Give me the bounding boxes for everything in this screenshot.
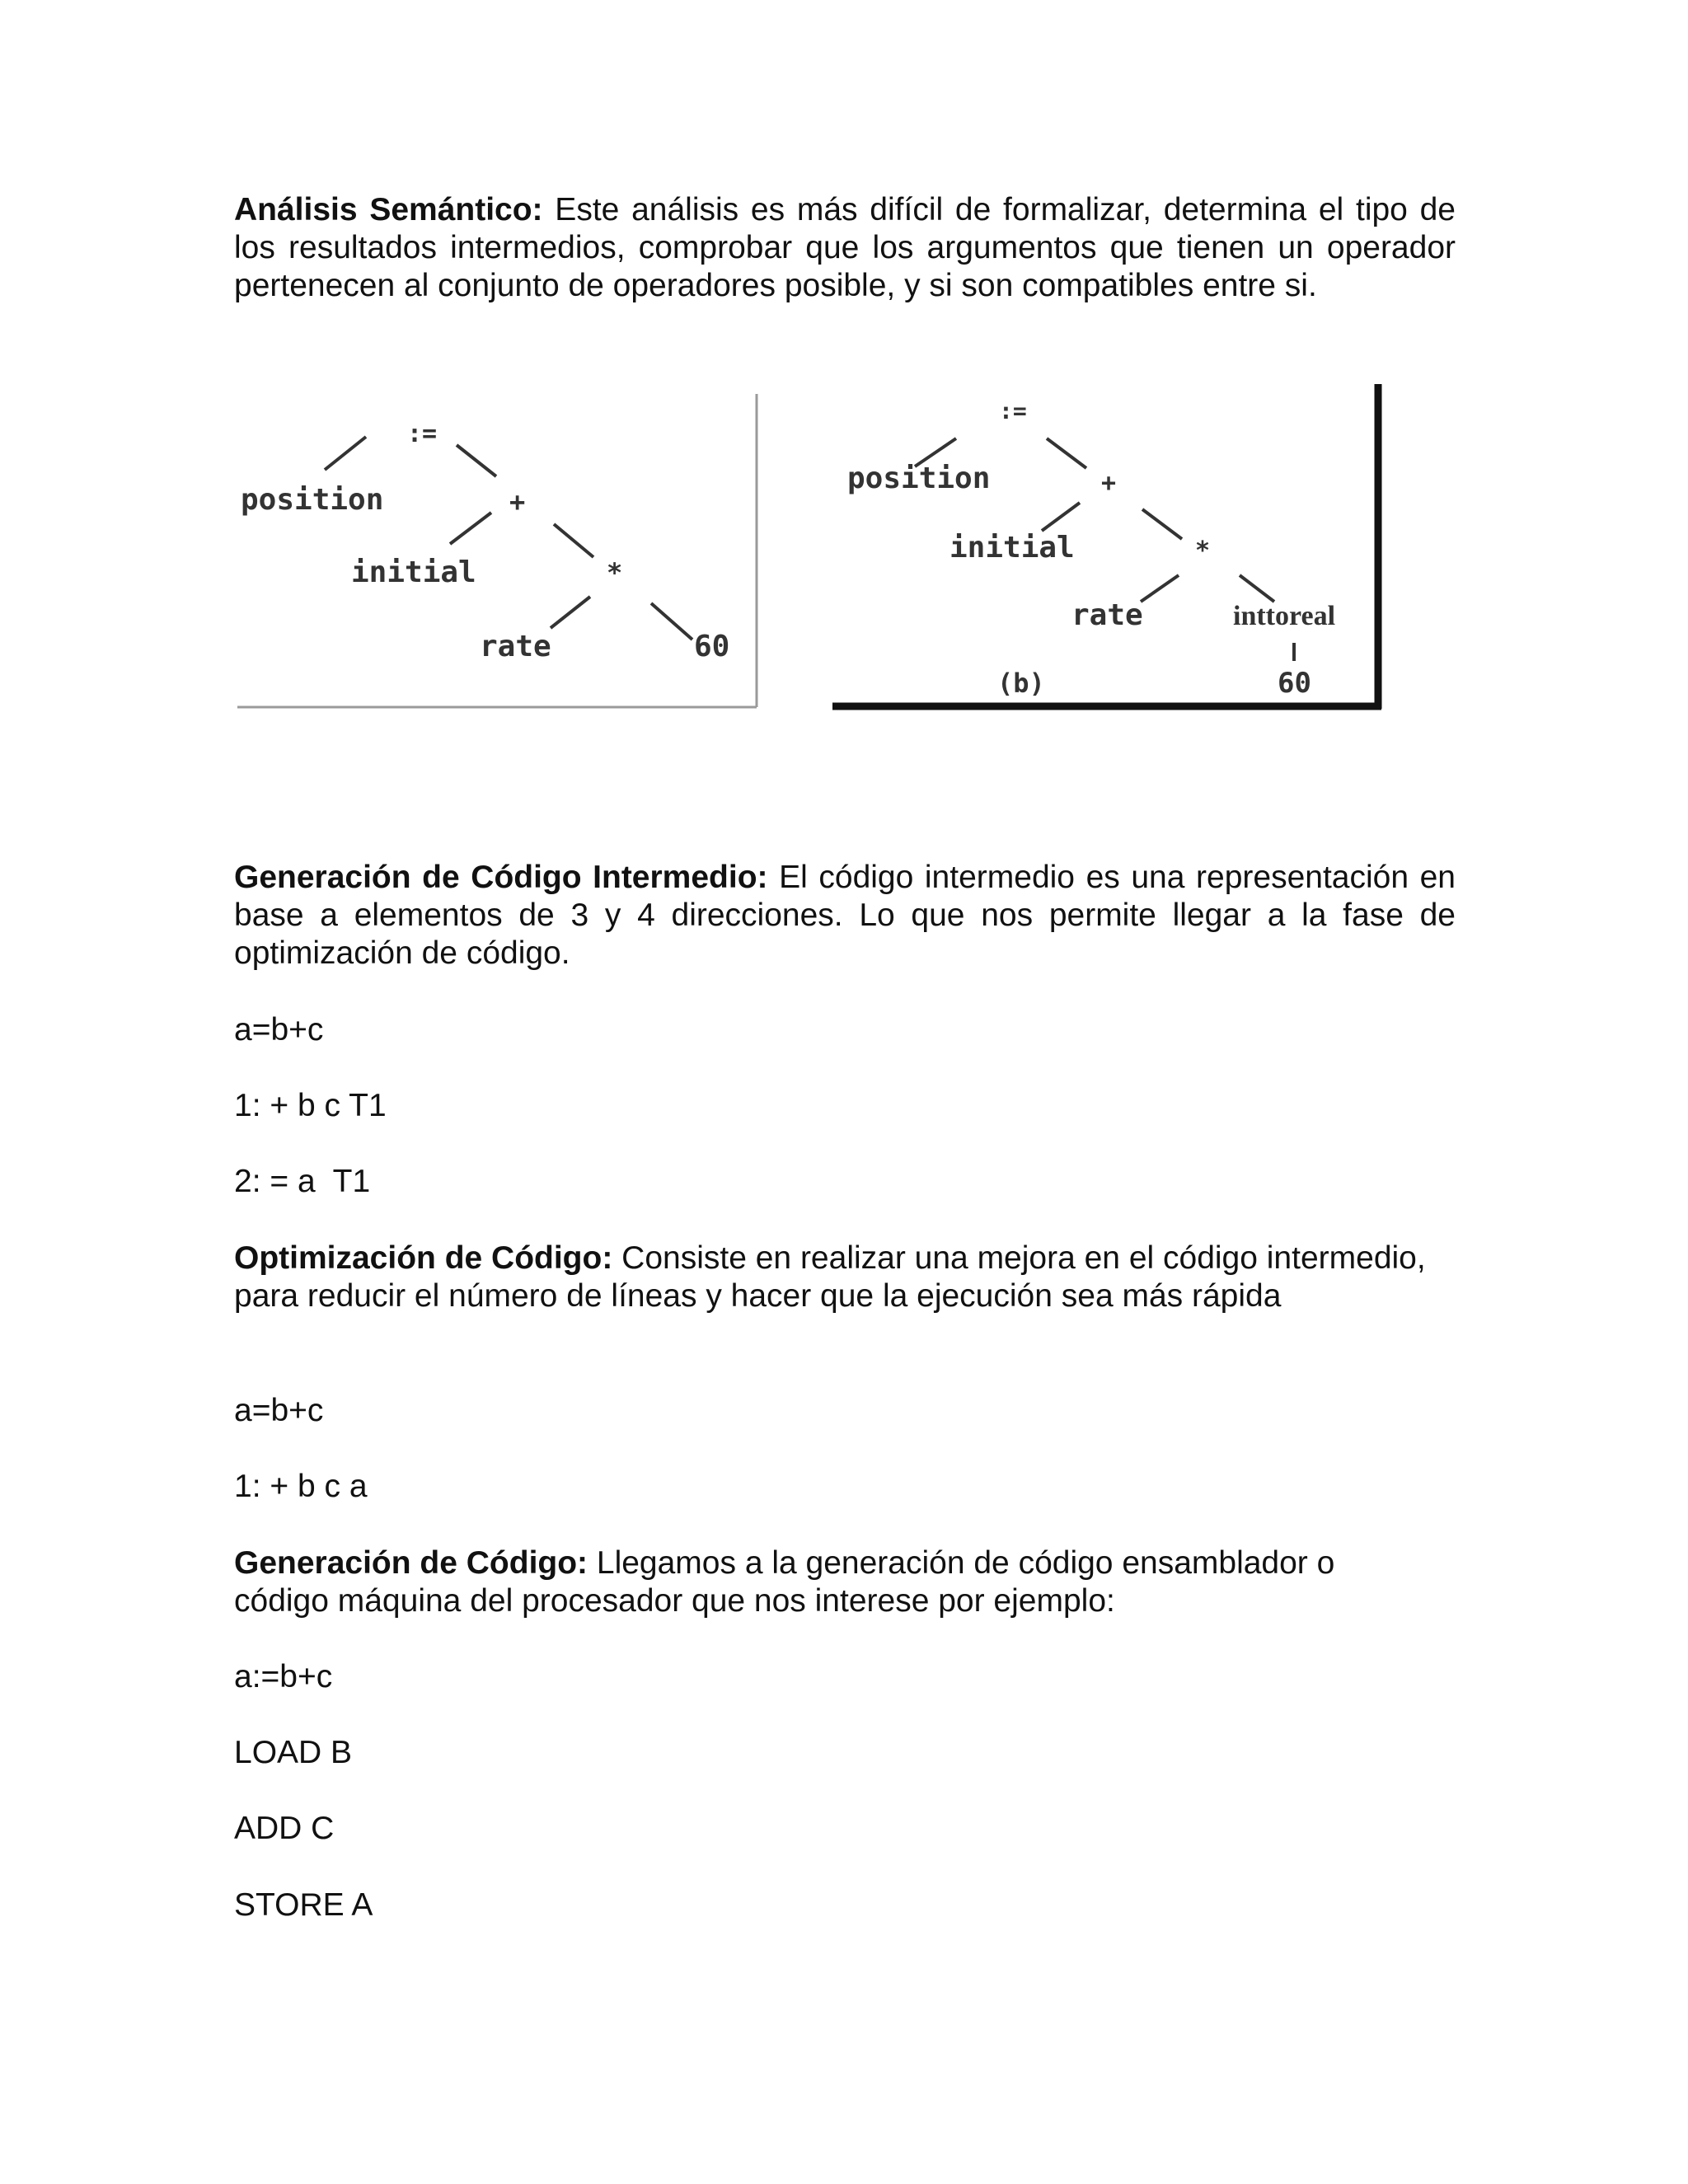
- tree-b-rate-node: rate: [1071, 598, 1143, 632]
- assembly-code-line: STORE A: [234, 1887, 373, 1923]
- code-optimization-paragraph: [234, 1240, 1437, 1315]
- code-generation-paragraph: [234, 1544, 1437, 1620]
- intermediate-code-body: El código intermedio es una representación en base a elementos de 3 y 4 direcciones. Lo que nos permite llegar a la fase de optimización de código.: [234, 860, 1456, 971]
- assembly-code-line: LOAD B: [234, 1735, 353, 1770]
- tree-a-position-node: position: [241, 483, 384, 517]
- code-optimization-title: Optimización de Código:: [234, 1240, 613, 1276]
- syntax-tree-figure-b: [832, 381, 1401, 719]
- intermediate-code-line: 2: = a T1: [234, 1164, 371, 1199]
- intermediate-code-line: a=b+c: [234, 1012, 324, 1047]
- tree-b-initial-node: initial: [950, 531, 1075, 565]
- code-generation-title: Generación de Código:: [234, 1545, 588, 1581]
- tree-a-sixty-node: 60: [694, 630, 730, 663]
- tree-a-assign-node: :=: [407, 419, 438, 448]
- tree-a-edge-assign-position: [325, 437, 366, 470]
- tree-a-edge-times-rate: [551, 597, 590, 628]
- intermediate-code-line: 1: + b c T1: [234, 1088, 387, 1123]
- tree-b-caption: (b): [997, 668, 1045, 699]
- tree-b-edge-times-inttoreal: [1240, 575, 1274, 602]
- optimized-code-line: a=b+c: [234, 1393, 324, 1428]
- tree-a-edge-plus-times: [554, 524, 593, 557]
- semantic-analysis-paragraph: [234, 191, 1456, 305]
- tree-b-inttoreal-node: inttoreal: [1233, 601, 1336, 631]
- code-optimization-body: Consiste en realizar una mejora en el código intermedio, para reducir el número de líneas y hacer que la ejecución sea más rápida: [234, 1240, 1426, 1314]
- optimized-code-line: 1: + b c a: [234, 1469, 368, 1504]
- tree-a-times-node: *: [607, 557, 623, 588]
- tree-b-plus-node: +: [1101, 469, 1117, 498]
- semantic-analysis-body: Este análisis es más difícil de formalizar, determina el tipo de los resultados intermedios, comprobar que los argumentos que tienen un operador pertenecen al conjunto de operadores posible, y si son compatibles entre si.: [234, 192, 1456, 303]
- tree-b-edge-plus-times: [1142, 509, 1182, 539]
- tree-b-edge-times-rate: [1141, 575, 1179, 602]
- syntax-tree-figure-a: [234, 387, 762, 717]
- tree-b-assign-node: :=: [999, 397, 1027, 424]
- intermediate-code-paragraph: [234, 859, 1456, 972]
- tree-b-sixty-node: 60: [1278, 667, 1311, 700]
- tree-b-edge-plus-initial: [1042, 503, 1080, 531]
- intermediate-code-title: Generación de Código Intermedio:: [234, 860, 768, 895]
- code-generation-body: Llegamos a la generación de código ensamblador o código máquina del procesador que nos interese por ejemplo:: [234, 1545, 1335, 1619]
- tree-b-position-node: position: [847, 462, 991, 495]
- tree-a-edge-assign-plus: [457, 445, 496, 476]
- tree-a-initial-node: initial: [351, 555, 476, 589]
- semantic-analysis-title: Análisis Semántico:: [234, 192, 543, 227]
- assembly-code-line: a:=b+c: [234, 1659, 333, 1694]
- tree-a-edge-times-sixty: [651, 603, 692, 640]
- tree-a-rate-node: rate: [480, 630, 551, 663]
- assembly-code-line: ADD C: [234, 1811, 335, 1846]
- tree-a-plus-node: +: [509, 486, 526, 518]
- tree-a-edge-plus-initial: [450, 513, 491, 544]
- tree-b-times-node: *: [1195, 537, 1211, 565]
- tree-b-edge-assign-plus: [1047, 438, 1086, 468]
